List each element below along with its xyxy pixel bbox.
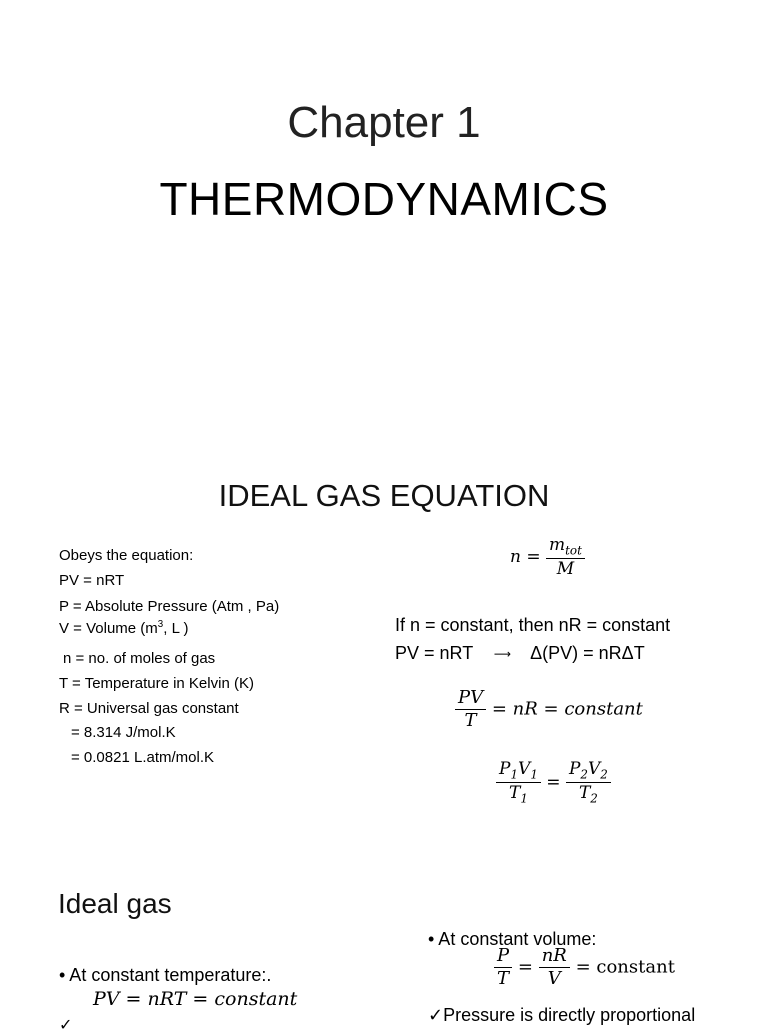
moles-fraction [546,536,585,579]
bullet-constant-temperature: • At constant temperature:. [59,965,272,985]
moles-numerator: $m_{tot}$ [546,536,585,559]
pv-over-t-fraction [455,688,486,731]
definition-gas-constant: R = Universal gas constant [59,700,239,717]
volume-text: V = Volume (m [59,620,158,637]
pv-over-t-rhs: = nR = constant [491,698,643,720]
combined-gas-law [496,760,611,806]
moles-denominator: M [556,559,575,580]
pv-relation [395,643,645,664]
bullet-constant-volume: • At constant volume: [428,929,597,949]
gas-constant-value-si: = 8.314 J/mol.K [71,724,176,741]
pv-over-t-equation [455,688,643,731]
moles-formula [510,536,585,579]
definition-pv-nrt: PV = nRT [59,572,125,589]
definition-moles: n = no. of moles of gas [63,650,216,667]
pv-over-t-denominator: T [464,709,477,731]
definition-volume [59,620,189,636]
volume-units: , L ) [163,620,189,637]
section-heading-ideal-gas: Ideal gas [58,888,172,919]
moles-formula-lhs: n = [510,547,541,568]
pv-relation-right: Δ(PV) = nRΔT [530,643,645,663]
combined-equals: = [546,772,561,793]
definition-temperature: T = Temperature in Kelvin (K) [59,675,254,692]
constant-statement: If n = constant, then nR = constant [395,615,671,635]
combined-left-fraction: $\frac{P_1V_1}{T_1}$ [496,760,541,806]
definition-pressure: P = Absolute Pressure (Atm , Pa) [59,598,280,615]
pv-over-t-numerator: PV [455,688,486,710]
definitions-intro: Obeys the equation: [59,547,194,564]
check-icon: ✓ [59,1017,73,1034]
gas-constant-value-latm: = 0.0821 L.atm/mol.K [71,749,214,766]
volume-superscript: 3 [157,619,164,630]
pressure-proportional-note: ✓Pressure is directly proportional [428,1005,696,1025]
chapter-label: Chapter 1 [287,98,481,147]
combined-right-fraction: $\frac{P_2V_2}{T_2}$ [566,760,611,806]
constant-volume-equation: $\frac{P}{T}$ = $\frac{nR}{V}$ = constant [494,946,675,989]
pv-relation-left: PV = nRT [395,643,473,663]
arrow-icon: ⟶ [493,647,512,662]
chapter-title: THERMODYNAMICS [159,173,609,225]
constant-temperature-equation: PV = nRT = constant [93,988,298,1010]
section-heading-ideal-gas-equation: IDEAL GAS EQUATION [218,478,550,513]
